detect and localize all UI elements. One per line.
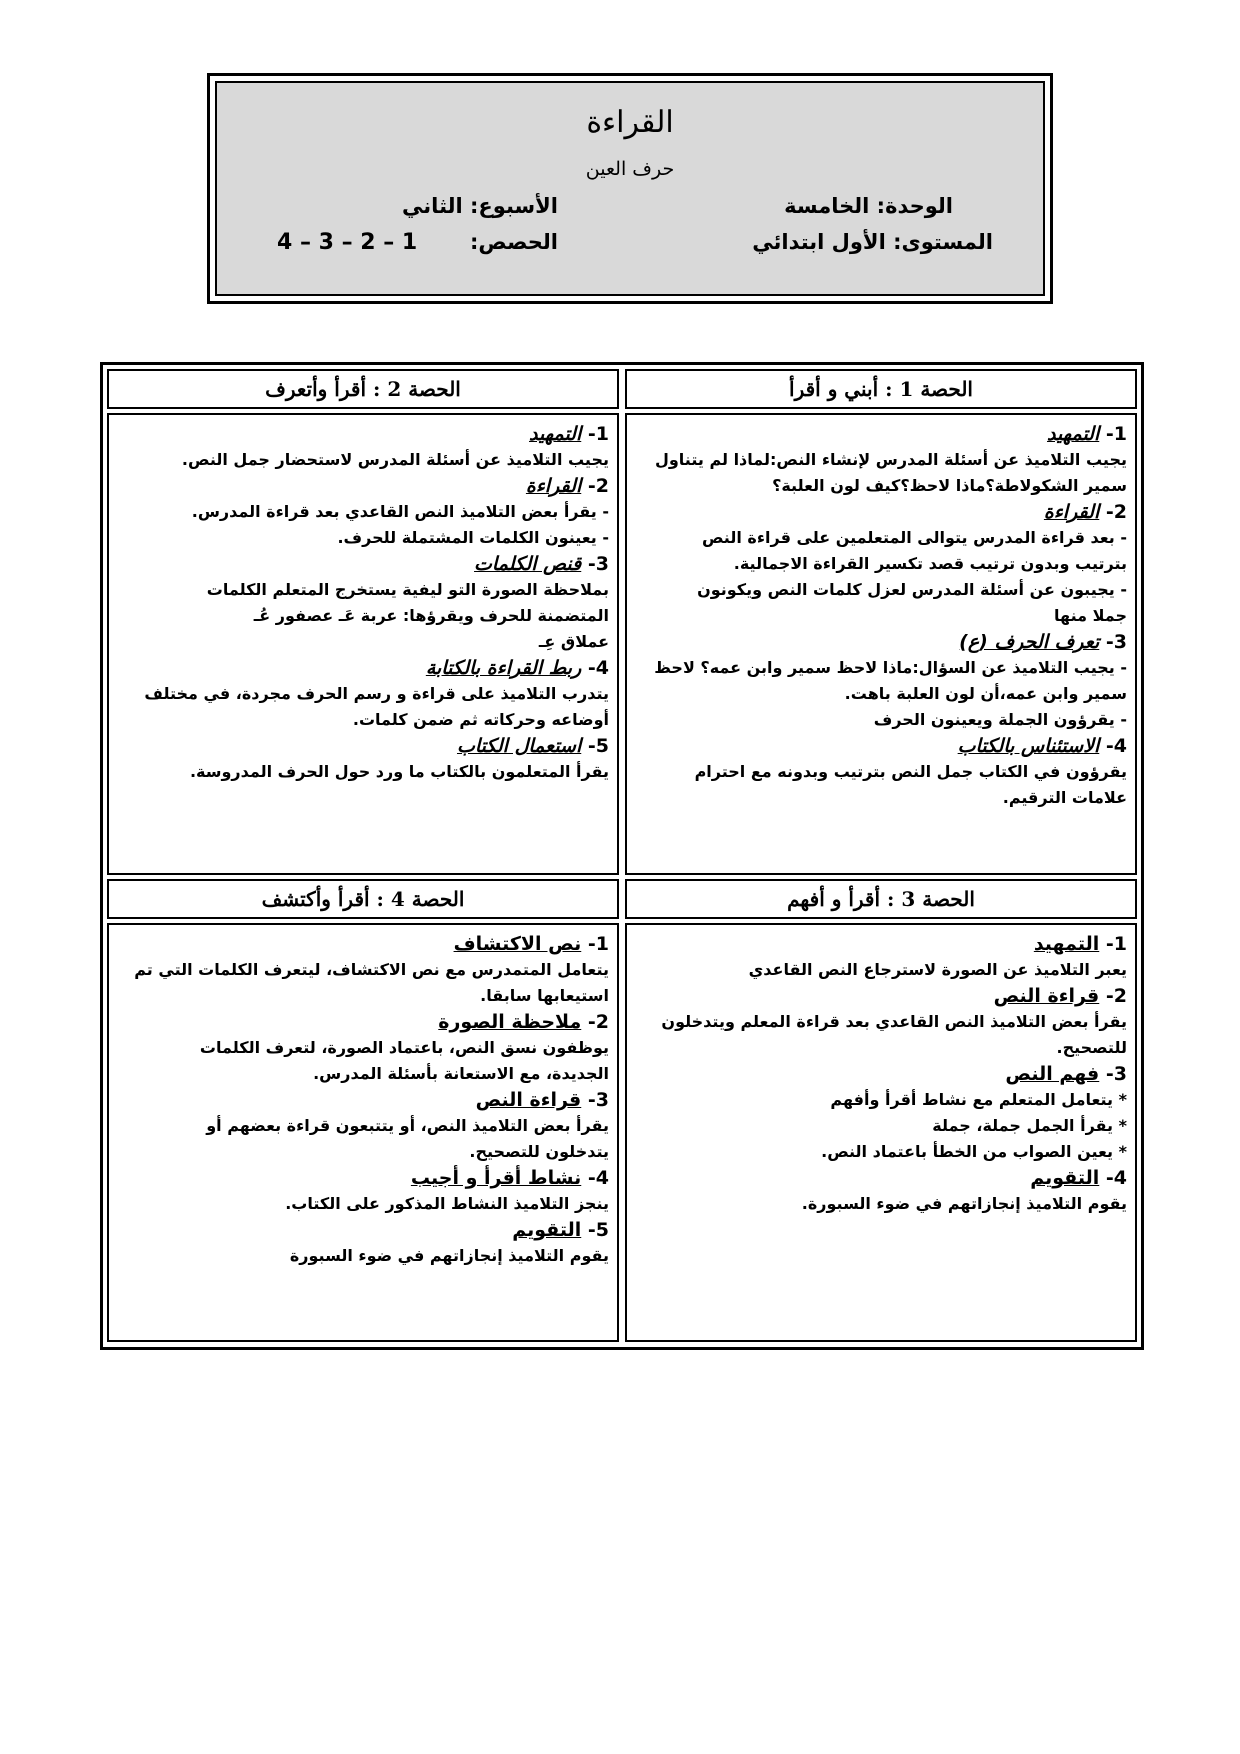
section-number: 4- bbox=[581, 657, 609, 679]
section-heading bbox=[117, 421, 609, 447]
session-1-header: الحصة 1 : أبني و أقرأ bbox=[625, 369, 1137, 409]
section-line: استيعابها سابقا. bbox=[480, 986, 609, 1005]
section-title: استعمال الكتاب bbox=[456, 735, 582, 757]
section-title: نص الاكتشاف bbox=[453, 933, 582, 955]
section-heading bbox=[635, 983, 1127, 1009]
section-heading bbox=[635, 733, 1127, 759]
section-line: بملاحظة الصورة التو ليفية يستخرج المتعلم الكلمات bbox=[206, 580, 609, 599]
section-number: 4- bbox=[581, 1167, 609, 1189]
section-number: 3- bbox=[1099, 1063, 1127, 1085]
section-heading bbox=[635, 629, 1127, 655]
section-line: يجيب التلاميذ عن أسئلة المدرس لاستحضار جمل النص. bbox=[181, 450, 609, 469]
section-title: التمهيد bbox=[529, 423, 582, 445]
section-line: عملاق عِـ bbox=[538, 632, 609, 651]
lesson-title: القراءة bbox=[586, 105, 674, 140]
week-label: الأسبوع: الثاني bbox=[402, 194, 558, 218]
section-title: قراءة النص bbox=[475, 1089, 582, 1111]
section-line: يوظفون نسق النص، باعتماد الصورة، لتعرف الكلمات bbox=[199, 1038, 609, 1057]
section-line: سمير الشكولاطة؟ماذا لاحظ؟كيف لون العلبة؟ bbox=[772, 476, 1127, 495]
section-heading bbox=[635, 1061, 1127, 1087]
section-line: يقوم التلاميذ إنجازاتهم في ضوء السبورة bbox=[289, 1246, 609, 1265]
periods-label: الحصص: bbox=[470, 230, 558, 254]
section-title: التمهيد bbox=[1047, 423, 1100, 445]
section-number: 2- bbox=[581, 1011, 609, 1033]
section-line: * يتعامل المتعلم مع نشاط أقرأ وأفهم bbox=[830, 1090, 1127, 1109]
section-title: تعرف الحرف (ع) bbox=[959, 631, 1100, 653]
section-heading bbox=[635, 499, 1127, 525]
section-line: يعبر التلاميذ عن الصورة لاسترجاع النص القاعدي bbox=[748, 960, 1127, 979]
level-label: المستوى: الأول ابتدائي bbox=[752, 230, 993, 254]
section-heading bbox=[117, 931, 609, 957]
section-line: سمير وابن عمه،أن لون العلبة باهت. bbox=[844, 684, 1127, 703]
section-heading bbox=[117, 1217, 609, 1243]
section-line: علامات الترقيم. bbox=[1002, 788, 1127, 807]
section-number: 2- bbox=[1099, 985, 1127, 1007]
section-number: 3- bbox=[581, 1089, 609, 1111]
section-title: نشاط أقرأ و أجيب bbox=[410, 1167, 582, 1189]
section-title: ملاحظة الصورة bbox=[438, 1011, 582, 1033]
section-heading bbox=[635, 1165, 1127, 1191]
section-number: 4- bbox=[1099, 735, 1127, 757]
section-number: 1- bbox=[581, 933, 609, 955]
section-line: - يقرأ بعض التلاميذ النص القاعدي بعد قراءة المدرس. bbox=[191, 502, 609, 521]
section-title: التمهيد bbox=[1033, 933, 1100, 955]
section-number: 1- bbox=[1099, 423, 1127, 445]
section-heading bbox=[117, 1009, 609, 1035]
section-number: 2- bbox=[581, 475, 609, 497]
section-line: يقرأ بعض التلاميذ النص، أو يتتبعون قراءة بعضهم أو bbox=[206, 1116, 609, 1135]
session-3-header: الحصة 3 : أقرأ و أفهم bbox=[625, 879, 1137, 919]
section-line: * يقرأ الجمل جملة، جملة bbox=[932, 1116, 1127, 1135]
header-box bbox=[207, 73, 1053, 304]
section-title: ربط القراءة بالكتابة bbox=[425, 657, 582, 679]
section-line: يقرؤون في الكتاب جمل النص بترتيب وبدونه مع احترام bbox=[694, 762, 1127, 781]
section-number: 5- bbox=[581, 1219, 609, 1241]
section-heading bbox=[635, 421, 1127, 447]
section-heading bbox=[117, 733, 609, 759]
section-line: يتدرب التلاميذ على قراءة و رسم الحرف مجردة، في مختلف bbox=[144, 684, 609, 703]
section-title: فهم النص bbox=[1005, 1063, 1100, 1085]
section-line: جملا منها bbox=[1054, 606, 1127, 625]
section-line: يتعامل المتمدرس مع نص الاكتشاف، ليتعرف الكلمات التي تم bbox=[134, 960, 609, 979]
section-line: يتدخلون للتصحيح. bbox=[469, 1142, 609, 1161]
section-line: - يعينون الكلمات المشتملة للحرف. bbox=[337, 528, 609, 547]
session-2-body bbox=[107, 413, 619, 875]
section-line: أوضاعه وحركاته ثم ضمن كلمات. bbox=[352, 710, 609, 729]
sessions-table bbox=[100, 362, 1144, 1350]
section-line: المتضمنة للحرف ويقرؤها: عربة عَـ عصفور عُـ bbox=[253, 606, 609, 625]
section-number: 3- bbox=[1099, 631, 1127, 653]
periods-value: 4 – 3 – 2 – 1 bbox=[277, 230, 418, 255]
section-heading bbox=[117, 655, 609, 681]
section-heading bbox=[117, 1087, 609, 1113]
section-heading bbox=[117, 1165, 609, 1191]
unit-label: الوحدة: الخامسة bbox=[784, 194, 953, 218]
section-line: * يعين الصواب من الخطأ باعتماد النص. bbox=[821, 1142, 1127, 1161]
section-heading bbox=[635, 931, 1127, 957]
section-heading bbox=[117, 473, 609, 499]
section-line: للتصحيح. bbox=[1056, 1038, 1127, 1057]
section-line: - يجيب التلاميذ عن السؤال:ماذا لاحظ سمير وابن عمه؟ لاحظ bbox=[654, 658, 1127, 677]
section-heading bbox=[117, 551, 609, 577]
section-number: 5- bbox=[581, 735, 609, 757]
section-line: - يقرؤون الجملة ويعينون الحرف bbox=[873, 710, 1127, 729]
session-1-body bbox=[625, 413, 1137, 875]
section-title: التقويم bbox=[1030, 1167, 1100, 1189]
section-number: 2- bbox=[1099, 501, 1127, 523]
section-line: بترتيب وبدون ترتيب قصد تكسير القراءة الاجمالية. bbox=[733, 554, 1127, 573]
section-title: القراءة bbox=[1043, 501, 1100, 523]
section-title: التقويم bbox=[512, 1219, 582, 1241]
section-title: قنص الكلمات bbox=[474, 553, 582, 575]
section-line: يقرأ بعض التلاميذ النص القاعدي بعد قراءة المعلم ويتدخلون bbox=[661, 1012, 1127, 1031]
section-title: الاستئناس بالكتاب bbox=[957, 735, 1100, 757]
section-line: يجيب التلاميذ عن أسئلة المدرس لإنشاء النص:لماذا لم يتناول bbox=[654, 450, 1127, 469]
section-number: 4- bbox=[1099, 1167, 1127, 1189]
session-4-body bbox=[107, 923, 619, 1342]
session-4-header: الحصة 4 : أقرأ وأكتشف bbox=[107, 879, 619, 919]
header-inner bbox=[215, 81, 1045, 296]
section-number: 3- bbox=[581, 553, 609, 575]
lesson-subtitle: حرف العين bbox=[585, 158, 675, 180]
section-line: يقوم التلاميذ إنجازاتهم في ضوء السبورة. bbox=[801, 1194, 1127, 1213]
section-line: ينجز التلاميذ النشاط المذكور على الكتاب. bbox=[285, 1194, 609, 1213]
section-number: 1- bbox=[1099, 933, 1127, 955]
session-2-header: الحصة 2 : أقرأ وأتعرف bbox=[107, 369, 619, 409]
section-title: قراءة النص bbox=[993, 985, 1100, 1007]
section-line: - بعد قراءة المدرس يتوالى المتعلمين على قراءة النص bbox=[701, 528, 1127, 547]
section-title: القراءة bbox=[525, 475, 582, 497]
session-3-body bbox=[625, 923, 1137, 1342]
section-number: 1- bbox=[581, 423, 609, 445]
section-line: الجديدة، مع الاستعانة بأسئلة المدرس. bbox=[313, 1064, 609, 1083]
section-line: - يجيبون عن أسئلة المدرس لعزل كلمات النص ويكونون bbox=[697, 580, 1127, 599]
section-line: يقرأ المتعلمون بالكتاب ما ورد حول الحرف المدروسة. bbox=[189, 762, 609, 781]
